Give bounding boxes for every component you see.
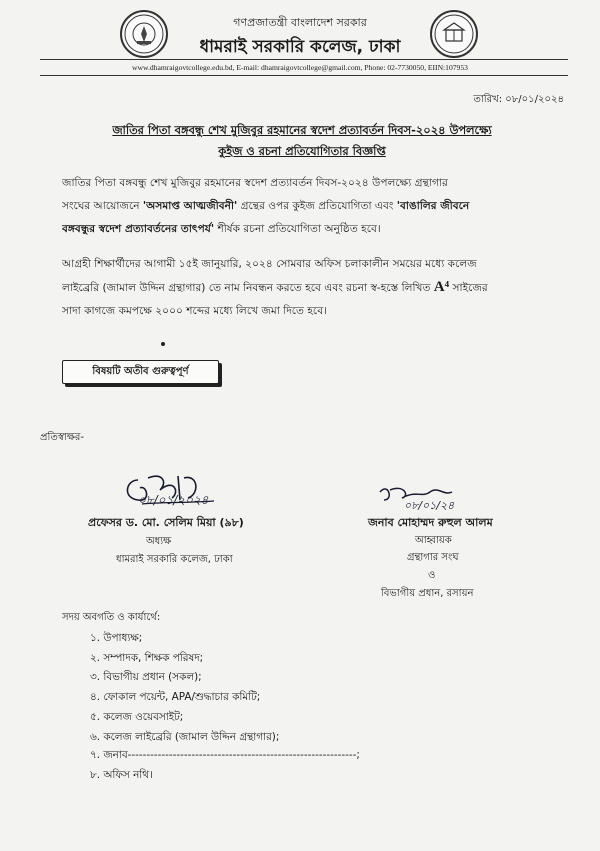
ink-dot (161, 342, 165, 346)
convener-signature-date: ০৮/০১/২৪ (404, 499, 455, 512)
distribution-item: ৪. ফোকাল পয়েন্ট, APA/শুদ্ধাচার কমিটি; (90, 691, 261, 703)
principal-designation: অধ্যক্ষ (146, 536, 172, 547)
convener-designation: আহ্বায়ক (415, 535, 452, 546)
countersign-label: প্রতিস্বাক্ষর- (40, 432, 85, 443)
essay-title-end: বঙ্গবন্ধুর স্বদেশ প্রত্যাবর্তনের তাৎপর্য' (62, 223, 215, 235)
header-divider (40, 59, 568, 60)
notice-date: তারিখ: ০৮/০১/২০২৪ (473, 94, 564, 105)
paper-size: A⁴ (433, 279, 450, 295)
essay-title-start: 'বাঙালির জীবনে (396, 200, 470, 212)
distribution-item: ৩. বিভাগীয় প্রধান (সকল); (90, 671, 202, 683)
principal-signature-date: ০৮/০১/২০২৪ (138, 493, 209, 507)
distribution-item: ১. উপাধ্যক্ষ; (90, 632, 143, 644)
book-title: 'অসমাপ্ত আত্মজীবনী' (142, 200, 238, 212)
principal-name: প্রফেসর ড. মো. সেলিম মিয়া (৯৮) (88, 516, 244, 529)
convener-conjunction: ও (428, 570, 436, 581)
distribution-item: ৮. অফিস নথি। (90, 769, 153, 781)
distribution-item: ৭. জনাব-------------------------------------------------------------; (90, 749, 360, 761)
notice-heading-line2: কুইজ ও রচনা প্রতিযোগিতার বিজ্ঞপ্তি (218, 144, 386, 158)
paragraph-2-line-3: সাদা কাগজে কমপক্ষে ২০০০ শব্দের মধ্যে লিখে জমা দিতে হবে। (62, 305, 327, 317)
principal-organization: ধামরাই সরকারি কলেজ, ঢাকা (116, 554, 233, 565)
paragraph-1-line-3: বঙ্গবন্ধুর স্বদেশ প্রত্যাবর্তনের তাৎপর্য' শীর্ষক রচনা প্রতিযোগিতা অনুষ্ঠিত হবে। (62, 223, 381, 235)
paragraph-1-line-1: জাতির পিতা বঙ্গবন্ধু শেখ মুজিবুর রহমানের স্বদেশ প্রত্যাবর্তন দিবস-২০২৪ উপলক্ষ্যে গ্রন্থাগার (62, 177, 448, 189)
notice-paragraph-2 (62, 253, 562, 323)
paragraph-2-line-1: আগ্রহী শিক্ষার্থীদের আগামী ১৫ই জানুয়ারি, ২০২৪ সোমবার অফিস চলাকালীন সময়ের মধ্যে কলেজ (62, 258, 477, 270)
distribution-item: ৫. কলেজ ওয়েবসাইট; (90, 711, 184, 723)
college-title: ধামরাই সরকারি কলেজ, ঢাকা (199, 37, 401, 57)
distribution-item: ২. সম্পাদক, শিক্ষক পরিষদ; (90, 652, 204, 664)
convener-organization: গ্রন্থাগার সংঘ (407, 552, 459, 563)
contact-divider (40, 75, 568, 76)
contact-line: www.dhamraigovtcollege.edu.bd, E-mail: dhamraigovtcollege@gmail.com, Phone: 02-7730050, EIIN:107953 (132, 63, 468, 72)
government-title: গণপ্রজাতন্ত্রী বাংলাদেশ সরকার (233, 16, 367, 29)
convener-designation-2: বিভাগীয় প্রধান, রসায়ন (381, 588, 474, 599)
distribution-item: ৬. কলেজ লাইব্রেরি (জামাল উদ্দিন গ্রন্থাগার); (90, 731, 280, 743)
paragraph-1-line-2: সংঘের আয়োজনে 'অসমাপ্ত আত্মজীবনী' গ্রন্থের ওপর কুইজ প্রতিযোগিতা এবং 'বাঙালির জীবনে (62, 200, 470, 212)
important-notice-box: বিষয়টি অতীব গুরুত্বপূর্ণ (62, 360, 219, 384)
convener-name: জনাব মোহাম্মদ রুহুল আলম (368, 516, 493, 529)
notice-heading-line1: জাতির পিতা বঙ্গবন্ধু শেখ মুজিবুর রহমানের স্বদেশ প্রত্যাবর্তন দিবস-২০২৪ উপলক্ষ্যে (112, 123, 492, 137)
paragraph-2-line-2: লাইব্রেরি (জামাল উদ্দিন গ্রন্থাগার) তে নাম নিবন্ধন করতে হবে এবং রচনা স্ব-হস্তে লিখিত A⁴ সাইজের (62, 279, 488, 295)
notice-paragraph-1 (62, 172, 562, 241)
distribution-title: সদয় অবগতি ও কার্যার্থে: (62, 612, 161, 623)
